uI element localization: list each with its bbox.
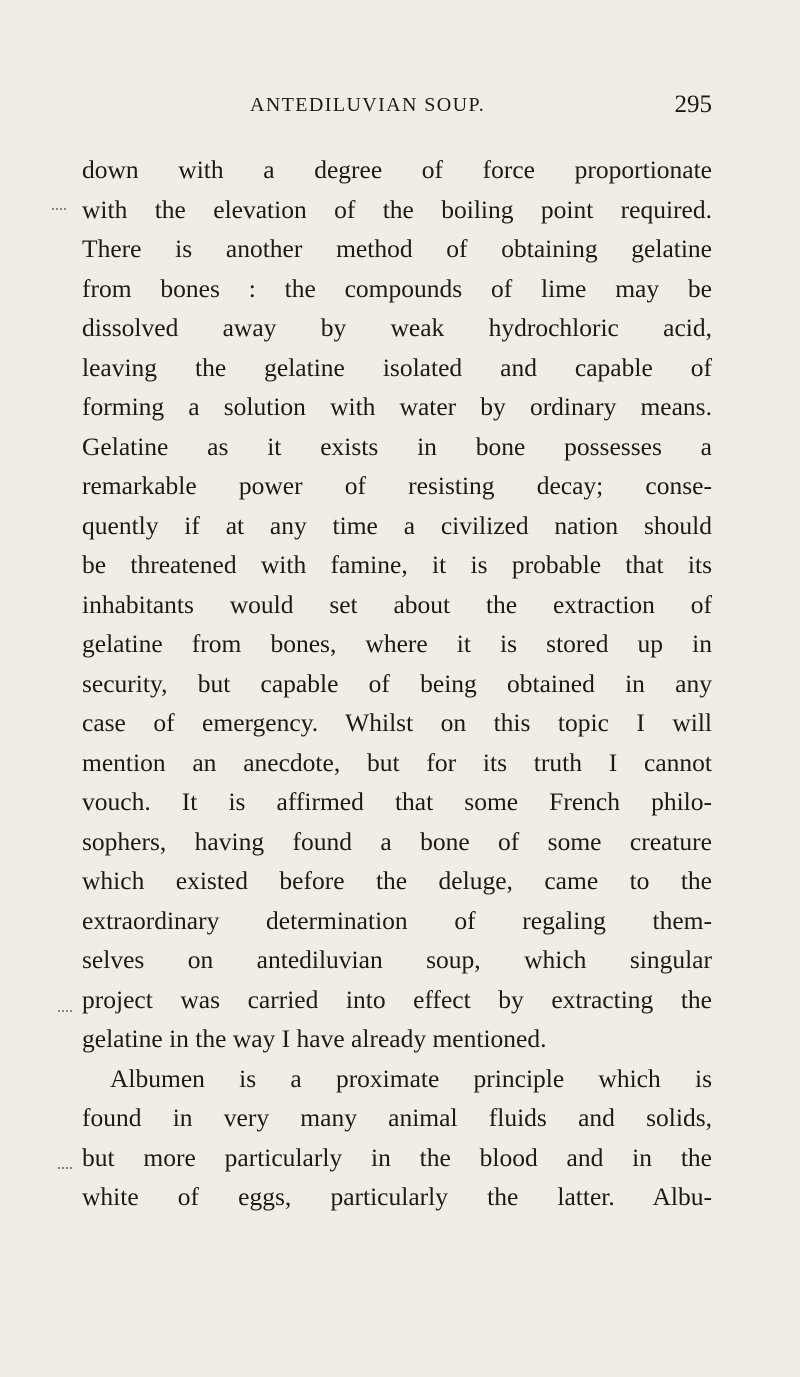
text-line: remarkable power of resisting decay; conse- <box>82 471 712 500</box>
text-line: leaving the gelatine isolated and capable of <box>82 352 712 382</box>
margin-dot-mark <box>52 208 66 210</box>
text-line: gelatine in the way I have already mentioned. <box>82 1024 547 1053</box>
body-text <box>82 150 712 1217</box>
text-line: but more particularly in the blood and in the <box>82 1142 712 1172</box>
text-line: vouch. It is affirmed that some French philo- <box>82 787 712 816</box>
text-line: selves on antediluvian soup, which singular <box>82 945 712 974</box>
page-number: 295 <box>674 91 712 118</box>
text-line: forming a solution with water by ordinary means. <box>82 392 712 421</box>
text-line: inhabitants would set about the extraction of <box>82 589 712 619</box>
paragraph-start-line: Albumen is a proximate principle which is <box>110 1063 712 1093</box>
text-line: which existed before the deluge, came to the <box>82 866 712 895</box>
running-title: ANTEDILUVIAN SOUP. <box>250 94 486 116</box>
text-line: extraordinary determination of regaling them- <box>82 905 712 935</box>
text-line: found in very many animal fluids and solids, <box>82 1103 712 1132</box>
text-line: quently if at any time a civilized nation should <box>82 510 712 540</box>
text-line: There is another method of obtaining gelatine <box>82 234 712 263</box>
text-line: sophers, having found a bone of some creature <box>82 826 712 856</box>
running-head <box>82 88 712 122</box>
text-line: white of eggs, particularly the latter. Albu- <box>82 1182 712 1211</box>
text-line: down with a degree of force proportionate <box>82 155 712 184</box>
text-line: gelatine from bones, where it is stored up in <box>82 629 712 658</box>
text-line: dissolved away by weak hydrochloric acid, <box>82 313 712 342</box>
text-line: from bones : the compounds of lime may be <box>82 273 712 303</box>
text-line: mention an anecdote, but for its truth I cannot <box>82 747 712 777</box>
text-line: be threatened with famine, it is probable that its <box>82 550 712 579</box>
text-line: security, but capable of being obtained in any <box>82 668 712 698</box>
text-line: project was carried into effect by extracting the <box>82 984 712 1014</box>
margin-dot-mark <box>58 1167 72 1169</box>
text-line: with the elevation of the boiling point required. <box>82 194 712 224</box>
margin-dot-mark <box>58 1010 72 1012</box>
text-line: case of emergency. Whilst on this topic I will <box>82 708 712 737</box>
text-line: Gelatine as it exists in bone possesses a <box>82 431 712 461</box>
